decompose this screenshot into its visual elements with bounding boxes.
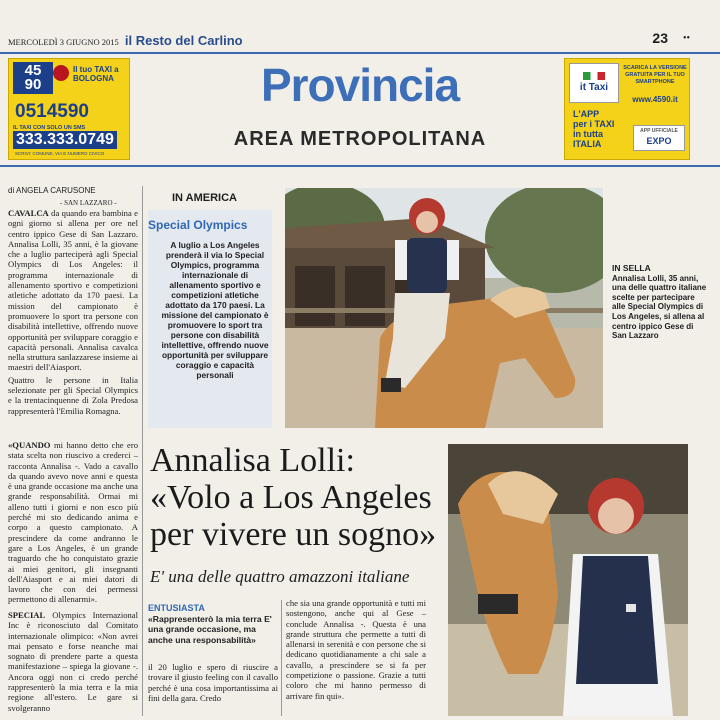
caption-text: Annalisa Lolli, 35 anni, una delle quattro italiane scelte per partecipare alle Special Olympics di Los Angeles, si allena al centro ippico Gese di San Lazzaro (612, 273, 707, 341)
app-logo (569, 63, 619, 103)
header-dateline (8, 33, 243, 48)
ad-phone-main: 0514590 (15, 101, 89, 122)
ad-app-line-4: ITALIA (573, 139, 602, 149)
ad-url: www.4590.it (632, 95, 678, 104)
caption-head: IN SELLA (612, 263, 651, 273)
italy-flag-icon (583, 72, 605, 80)
masthead-rule (0, 165, 720, 167)
article-column-1-special (8, 610, 138, 715)
section-subtitle: AREA METROPOLITANA (233, 128, 487, 150)
article-column-1-intro (8, 208, 138, 418)
page-number: 23 (652, 30, 668, 46)
ad-download-text: SCARICA LA VERSIONE GRATUITA PER IL TUO SMARTPHONE (623, 65, 687, 85)
newspaper-name: il Resto del Carlino (124, 33, 243, 48)
taxi-app-ad-right (564, 58, 690, 160)
byline: di ANGELA CARUSONE (8, 186, 96, 195)
photo-caption (612, 264, 708, 341)
ad-app-lines (573, 109, 614, 149)
dateline-location: - SAN LAZZARO - (60, 199, 117, 207)
sidebar-label: IN AMERICA (172, 192, 237, 204)
section-title: Provincia (260, 59, 460, 111)
ad-sms-text: IL TAXI CON SOLO UN SMS (13, 125, 86, 131)
issue-date: MERCOLEDÌ 3 GIUGNO 2015 (8, 37, 119, 47)
ad-number-top: 45 (24, 62, 42, 79)
headline-line-2: «Volo a Los Angeles (150, 479, 432, 516)
ad-phone-sms: 333.333.0749 (13, 131, 117, 149)
sidebar-title: Special Olympics (148, 218, 248, 232)
header-rule (0, 52, 720, 54)
article-column-3: che sia una grande opportunità e tutti mi sostengono, anche qui al Gese – conclude Annalisa -. Questa è una grande struttura che permette a tutti di allenarsi in serenità e con persone che si dedicano quotidianamente a chi sale a cavallo, a prescindere se si fa per competizione o passione. Grazie a tutti coloro che mi hanno permesso di arrivare fin qui». (286, 598, 426, 701)
article-column-2: il 20 luglio e spero di riuscire a trovare il giusto feeling con il cavallo perché è una cosa importantissima ai fini della gara. Credo (148, 662, 278, 703)
article-column-1-quote (8, 440, 138, 607)
pull-quote: «Rappresenterò la mia terra E' una grande occasione, ma anche una responsabilità» (148, 614, 272, 645)
column-divider-2 (281, 600, 282, 716)
ad-app-line-3: in tutta (573, 129, 603, 139)
headline-line-3: per vivere un sogno» (150, 516, 437, 553)
column-divider (142, 186, 143, 716)
app-name: it Taxi (579, 82, 609, 93)
special-text: Olympics Internazional Inc è riconosciuto dal Comitato internazionale olimpico: «Non avrei mai pensato e forse neanche mai sognato di prendere parte a questa manifestazione – spiega la giovane -. Ancora oggi non ci credo perché rappresenterò la mia terra e la mia regione all'estero. Le gare si svolgeranno (8, 610, 138, 713)
intro-text-2: Quattro le persone in Italia selezionate per gli Special Olympics e la trentacinquenne di Zola Predosa rappresenterà l'Emilia Romagna. (8, 374, 138, 416)
dropcap-word: CAVALCA (8, 208, 49, 218)
ad-sms-note: SCRIVI: COMUNE, VIA E NUMERO CIVICO (15, 151, 105, 156)
quando-text: mi hanno detto che ero stata scelta non riuscivo a crederci – racconta Annalisa -. Vado a cavallo da quando avevo nove anni e questa è una grande occasione ma anche una grande responsabilità. Ormai mi alleno tutti i giorni e non esco più perché mi sto dedicando anima e corpo a questo campionato. A prescindere da come andranno le gare a Los Angeles, è un grande traguardo che ho conquistato grazie ai miei genitori, gli insegnanti dell'Aiasport e ai miei datori di lavoro che con dei permessi permettono di allenarmi». (8, 440, 138, 605)
expo-badge (633, 125, 685, 151)
headline (150, 442, 450, 553)
expo-name: EXPO (646, 136, 672, 146)
lead-word-special: SPECIAL (8, 610, 46, 620)
photo-woman-with-horse (448, 444, 688, 716)
expo-label: APP UFFICIALE (640, 128, 678, 134)
intro-text: da quando era bambina e ogni giorno si allena per ore nel centro ippico Gese di San Lazzaro. Annalisa Lolli, 35 anni, è la giovane che a luglio parteciperà agli Special Olympics di Los Angeles: il programma internazionale di allenamento sportivo e competizioni atletiche adottato da 170 paesi. La mission del campionato è promuovere lo sport tra persone con disabilità intellettive, offrendo nuove opportunità per sviluppare coraggio e capacità personali. Annalisa cavalca nella struttura sanlazzarese insieme ai maestri dell'Aiasport. (8, 208, 138, 373)
photo-rider-on-horse (285, 188, 603, 428)
ad-number-bottom: 90 (24, 76, 42, 93)
taxi-logo-icon (53, 65, 69, 81)
page-marker: •• (682, 33, 690, 44)
pull-quote-kicker: ENTUSIASTA (148, 603, 205, 613)
taxi-ad-left (8, 58, 130, 160)
ad-number-badge (13, 62, 53, 94)
ad-app-line-1: L'APP (573, 109, 600, 119)
lead-word-quando: «QUANDO (8, 440, 51, 450)
subheadline: E' una delle quattro amazzoni italiane (150, 567, 410, 586)
ad-app-line-2: per i TAXI (573, 119, 615, 129)
sidebar-text: A luglio a Los Angeles prenderà il via lo Special Olympics, programma internazionale di allenamento sportivo e competizioni atletiche adottato da 170 paesi. La missione del campionato è promuovere lo sport tra persone con disabilità intellettive, offrendo nuove opportunità per sviluppare coraggio e capacità personali (161, 240, 269, 380)
headline-line-1: Annalisa Lolli: (150, 442, 355, 479)
ad-tagline: Il tuo TAXI a BOLOGNA (73, 65, 119, 83)
